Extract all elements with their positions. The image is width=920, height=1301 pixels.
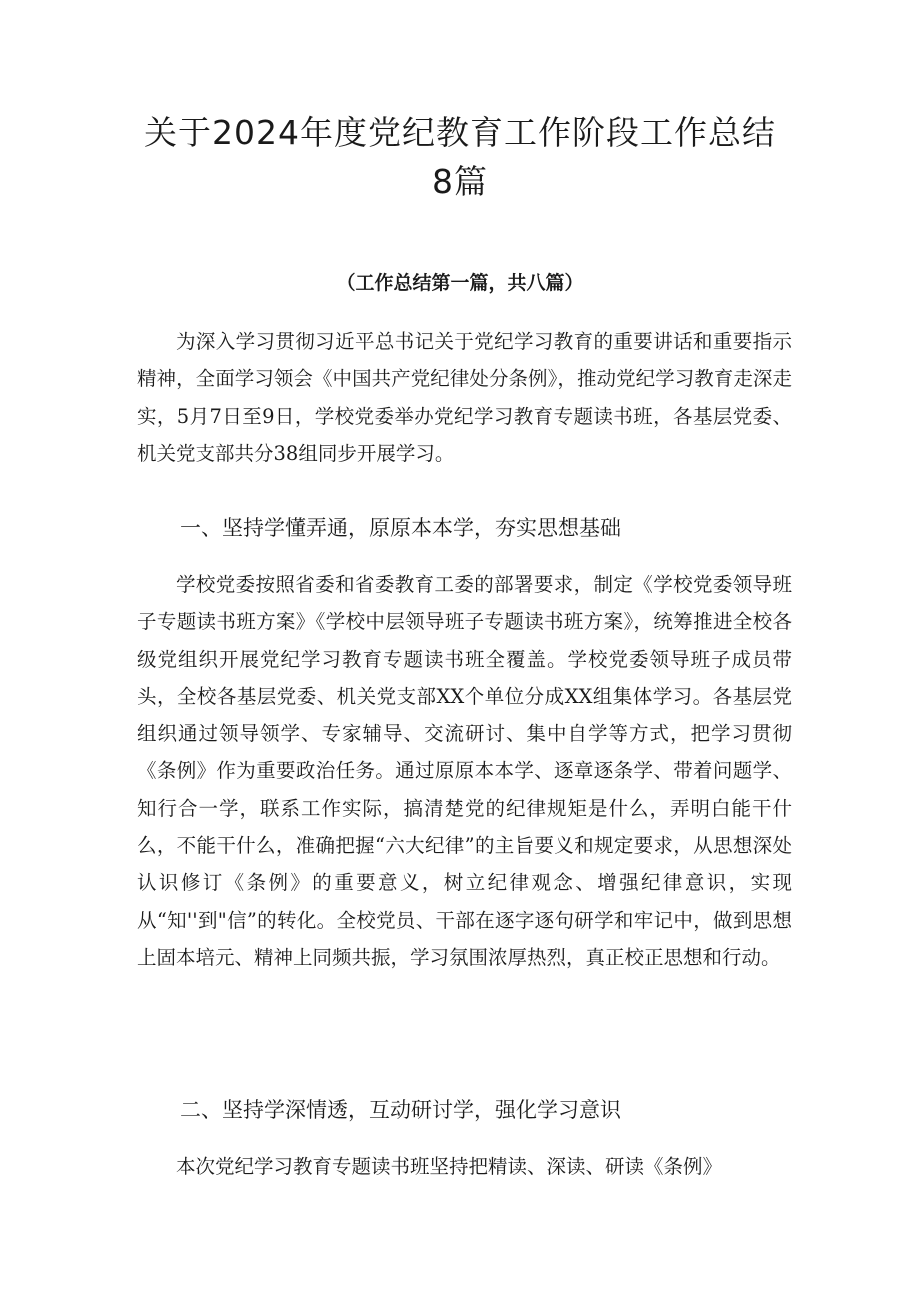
- document-subtitle: （工作总结第一篇，共八篇）: [336, 272, 584, 294]
- section-2-paragraph: 本次党纪学习教育专题读书班坚持把精读、深读、研读《条例》: [176, 1155, 723, 1178]
- intro-paragraph: 为深入学习贯彻习近平总书记关于党纪学习教育的重要讲话和重要指示精神，全面学习领会《中国共产党纪律处分条例》，推动党纪学习教育走深走实，5月7日至9日，学校党委举办党纪学习教育专题读书班，各基层党委、机关党支部共分38组同步开展学习。: [137, 330, 792, 465]
- document-title-line1: 关于2024年度党纪教育工作阶段工作总结: [144, 113, 776, 152]
- document-title: [120, 108, 800, 206]
- document-title-line2: 8篇: [432, 162, 488, 201]
- section-heading-2: 二、坚持学深情透，互动研讨学，强化学习意识: [180, 1098, 621, 1122]
- section-heading-1: 一、坚持学懂弄通，原原本本学，夯实思想基础: [180, 516, 621, 540]
- section-1-paragraph: 学校党委按照省委和省委教育工委的部署要求，制定《学校党委领导班子专题读书班方案》《学校中层领导班子专题读书班方案》，统筹推进全校各级党组织开展党纪学习教育专题读书班全覆盖。学校党委领导班子成员带头，全校各基层党委、机关党支部XX个单位分成XX组集体学习。各基层党组织通过领导领学、专家辅导、交流研讨、集中自学等方式，把学习贯彻《条例》作为重要政治任务。通过原原本本学、逐章逐条学、带着问题学、知行合一学，联系工作实际，搞清楚党的纪律规矩是什么，弄明白能干什么，不能干什么，准确把握“六大纪律”的主旨要义和规定要求，从思想深处认识修订《条例》的重要意义，树立纪律观念、增强纪律意识，实现从“知''到"信”的转化。全校党员、干部在逐字逐句研学和牢记中，做到思想上固本培元、精神上同频共振，学习氛围浓厚热烈，真正校正思想和行动。: [137, 573, 792, 969]
